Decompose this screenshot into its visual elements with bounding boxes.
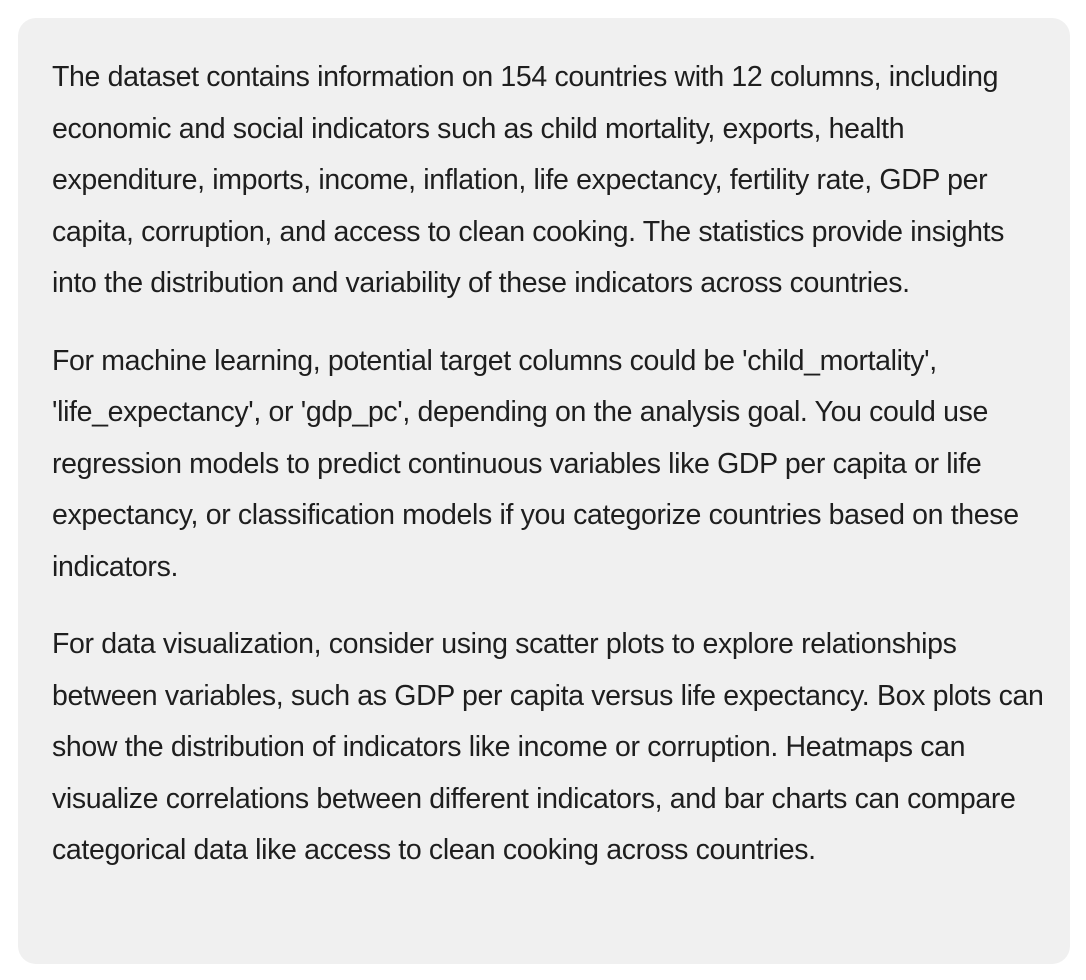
dataset-summary-paragraph: The dataset contains information on 154 countries with 12 columns, including economic and social indicators such as child mortality, exports, health expenditure, imports, income, inflation, life expectancy, fertility rate, GDP per capita, corruption, and access to clean cooking. The statistics provide insights into the distribution and variability of these indicators across countries. — [52, 61, 1005, 299]
assistant-message-bubble — [18, 18, 1070, 964]
data-visualization-paragraph: For data visualization, consider using scatter plots to explore relationships between variables, such as GDP per capita versus life expectancy. Box plots can show the distribution of indicators like income or corruption. Heatmaps can visualize correlations between different indicators, and bar charts can compare categorical data like access to clean cooking across countries. — [52, 628, 1044, 866]
machine-learning-paragraph: For machine learning, potential target columns could be 'child_mortality', 'life_expectancy', or 'gdp_pc', depending on the analysis goal. You could use regression models to predict continuous variables like GDP per capita or life expectancy, or classification models if you categorize countries based on these indicators. — [52, 344, 1019, 583]
